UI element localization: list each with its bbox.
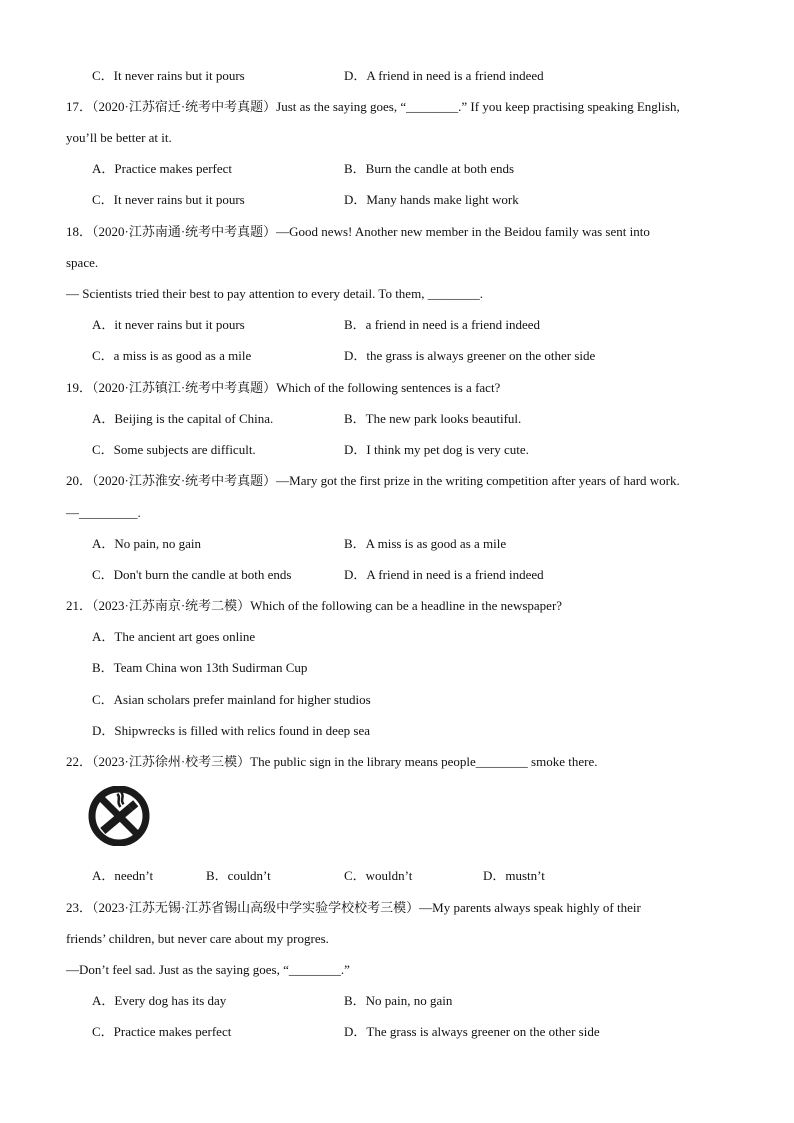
q20-response: —_________.: [66, 505, 141, 520]
q21-option-d: D．Shipwrecks is filled with relics found in deep sea: [92, 723, 370, 738]
q22-option-d: D．mustn’t: [483, 868, 545, 883]
q19-option-d: D．I think my pet dog is very cute.: [344, 442, 529, 457]
q17-option-c: C．It never rains but it pours: [92, 192, 245, 207]
q19-option-c: C．Some subjects are difficult.: [92, 442, 256, 457]
q18-stem-cont: space.: [66, 255, 99, 270]
q18-response: — Scientists tried their best to pay attention to every detail. To them, ________.: [66, 286, 483, 301]
q23-option-a: A．Every dog has its day: [92, 993, 227, 1008]
q20-option-d: D．A friend in need is a friend indeed: [344, 567, 544, 582]
q18-option-c: C．a miss is as good as a mile: [92, 348, 252, 363]
q22-option-b: B．couldn’t: [206, 868, 271, 883]
q21-option-c: C．Asian scholars prefer mainland for higher studios: [92, 692, 371, 707]
q18-option-d: D．the grass is always greener on the other side: [344, 348, 596, 363]
q23-option-b: B．No pain, no gain: [344, 993, 453, 1008]
q17-option-a: A．Practice makes perfect: [92, 161, 233, 176]
q23-option-d: D．The grass is always greener on the other side: [344, 1024, 600, 1039]
q18-option-b: B．a friend in need is a friend indeed: [344, 317, 541, 332]
q16-option-c: C．It never rains but it pours: [92, 68, 245, 83]
q18-option-a: A．it never rains but it pours: [92, 317, 245, 332]
q19-option-a: A．Beijing is the capital of China.: [92, 411, 274, 426]
q22-option-a: A．needn’t: [92, 868, 154, 883]
q16-option-d: D．A friend in need is a friend indeed: [344, 68, 544, 83]
q20-option-a: A．No pain, no gain: [92, 536, 202, 551]
q23-stem-cont: friends’ children, but never care about my progres.: [66, 931, 329, 946]
q20-stem: 20．（2020·江苏淮安·统考中考真题）—Mary got the first prize in the writing competition after years of hard work.: [66, 473, 680, 488]
q22-option-c: C．wouldn’t: [344, 868, 413, 883]
q20-option-b: B．A miss is as good as a mile: [344, 536, 507, 551]
q21-option-a: A．The ancient art goes online: [92, 629, 256, 644]
q18-stem: 18．（2020·江苏南通·统考中考真题）—Good news! Another new member in the Beidou family was sent into: [66, 224, 650, 239]
q23-option-c: C．Practice makes perfect: [92, 1024, 232, 1039]
q23-response: —Don’t feel sad. Just as the saying goes, “________.”: [66, 962, 350, 977]
q17-stem-cont: you’ll be better at it.: [66, 130, 172, 145]
q20-option-c: C．Don't burn the candle at both ends: [92, 567, 292, 582]
q19-stem: 19．（2020·江苏镇江·统考中考真题）Which of the following sentences is a fact?: [66, 380, 501, 395]
q17-stem: 17．（2020·江苏宿迁·统考中考真题）Just as the saying goes, “________.” If you keep practising speaking English,: [66, 99, 680, 114]
q22-stem: 22．（2023·江苏徐州·校考三模）The public sign in the library means people________ smoke there.: [66, 754, 598, 769]
q21-option-b: B．Team China won 13th Sudirman Cup: [92, 660, 308, 675]
q21-stem: 21．（2023·江苏南京·统考二模）Which of the following can be a headline in the newspaper?: [66, 598, 563, 613]
q23-stem: 23．（2023·江苏无锡·江苏省锡山高级中学实验学校校考三模）—My parents always speak highly of their: [66, 900, 641, 915]
q19-option-b: B．The new park looks beautiful.: [344, 411, 522, 426]
q17-option-d: D．Many hands make light work: [344, 192, 519, 207]
no-smoking-icon: [82, 786, 156, 846]
q17-option-b: B．Burn the candle at both ends: [344, 161, 515, 176]
